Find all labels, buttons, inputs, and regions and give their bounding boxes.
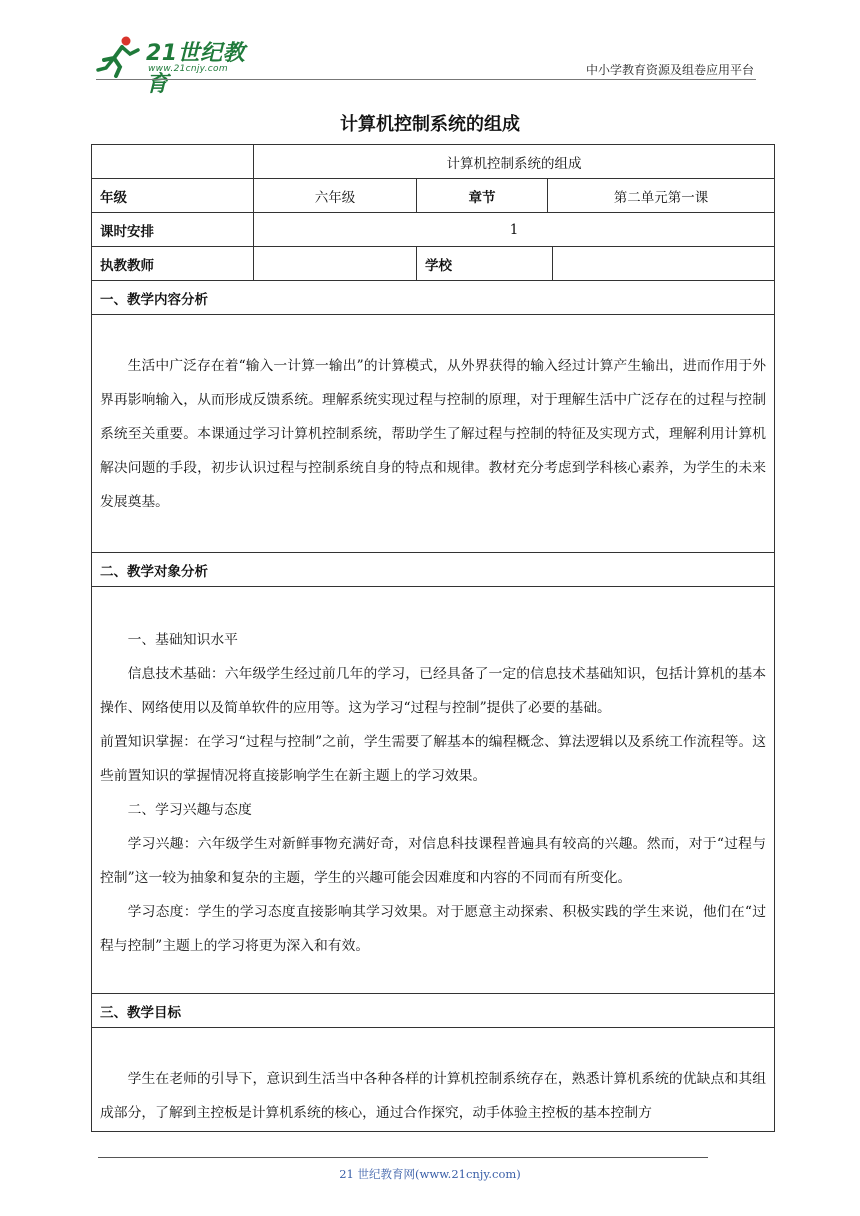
table-row-hours xyxy=(92,213,775,247)
footer-divider xyxy=(98,1157,708,1158)
chapter-label: 章节 xyxy=(417,179,548,213)
section-heading-row xyxy=(92,281,775,315)
teacher-label: 执教教师 xyxy=(92,247,254,281)
school-label: 学校 xyxy=(417,247,553,281)
subheading-interest: 二、学习兴趣与态度 xyxy=(127,802,252,818)
chapter-value: 第二单元第一课 xyxy=(548,179,775,213)
content-analysis-heading: 一、教学内容分析 xyxy=(92,281,775,315)
logo-text: 21世纪教育 xyxy=(146,41,246,97)
objectives-body xyxy=(92,1028,775,1132)
header-divider xyxy=(96,79,756,80)
section-body-row xyxy=(92,315,775,553)
objectives-paragraph: 学生在老师的引导下，意识到生活当中各种各样的计算机控制系统存在，熟悉计算机系统的优缺点和其组成部分，了解到主控板是计算机系统的核心，通过合作探究，动手体验主控板的基本控制方 xyxy=(100,1071,766,1121)
document-title: 计算机控制系统的组成 xyxy=(340,114,520,135)
grade-value: 六年级 xyxy=(254,179,417,213)
grade-label: 年级 xyxy=(92,179,254,213)
paragraph-interest: 学习兴趣：六年级学生对新鲜事物充满好奇，对信息科技课程普遍具有较高的兴趣。然而，对于“过程与控制”这一较为抽象和复杂的主题，学生的兴趣可能会因难度和内容的不同而有所变化。 xyxy=(100,836,766,886)
paragraph-attitude: 学习态度：学生的学习态度直接影响其学习效果。对于愿意主动探索、积极实践的学生来说，他们在“过程与控制”主题上的学习将更为深入和有效。 xyxy=(100,904,766,954)
section-body-row xyxy=(92,587,775,994)
school-value xyxy=(553,247,775,281)
student-analysis-body xyxy=(92,587,775,994)
page-header xyxy=(0,0,860,97)
hours-value: 1 xyxy=(254,213,775,247)
runner-logo-icon xyxy=(96,34,144,78)
subheading-knowledge: 一、基础知识水平 xyxy=(127,632,238,648)
objectives-heading: 三、教学目标 xyxy=(92,994,775,1028)
table-row-teacher xyxy=(92,247,775,281)
footer-text: 21 世纪教育网(www.21cnjy.com) xyxy=(339,1167,521,1181)
table-row-course xyxy=(92,145,775,179)
section-heading-row xyxy=(92,994,775,1028)
logo-url: www.21cnjy.com xyxy=(148,64,228,74)
content-analysis-body xyxy=(92,315,775,553)
platform-name: 中小学教育资源及组卷应用平台 xyxy=(585,63,754,77)
content-analysis-paragraph: 生活中广泛存在着“输入一计算一输出”的计算模式，从外界获得的输入经过计算产生输出，进而作用于外界再影响输入，从而形成反馈系统。理解系统实现过程与控制的原理，对于理解生活中广泛存在的过程与控制系统至关重要。本课通过学习计算机控制系统，帮助学生了解过程与控制的特征及实现方式，理解利用计算机解决问题的手段，初步认识过程与控制系统自身的特点和规律。教材充分考虑到学科核心素养，为学生的未来发展奠基。 xyxy=(100,358,766,510)
logo xyxy=(96,34,266,97)
paragraph-it-foundation: 信息技术基础：六年级学生经过前几年的学习，已经具备了一定的信息技术基础知识，包括计算机的基本操作、网络使用以及简单软件的应用等。这为学习“过程与控制”提供了必要的基础。 xyxy=(100,666,766,716)
empty-cell xyxy=(92,145,254,179)
table-row-grade xyxy=(92,179,775,213)
paragraph-prior-knowledge: 前置知识掌握：在学习“过程与控制”之前，学生需要了解基本的编程概念、算法逻辑以及系统工作流程等。这些前置知识的掌握情况将直接影响学生在新主题上的学习效果。 xyxy=(100,734,766,784)
lesson-plan-table xyxy=(91,144,775,1132)
section-heading-row xyxy=(92,553,775,587)
course-name: 计算机控制系统的组成 xyxy=(254,145,775,179)
section-body-row xyxy=(92,1028,775,1132)
hours-label: 课时安排 xyxy=(92,213,254,247)
student-analysis-heading: 二、教学对象分析 xyxy=(92,553,775,587)
teacher-value xyxy=(254,247,417,281)
